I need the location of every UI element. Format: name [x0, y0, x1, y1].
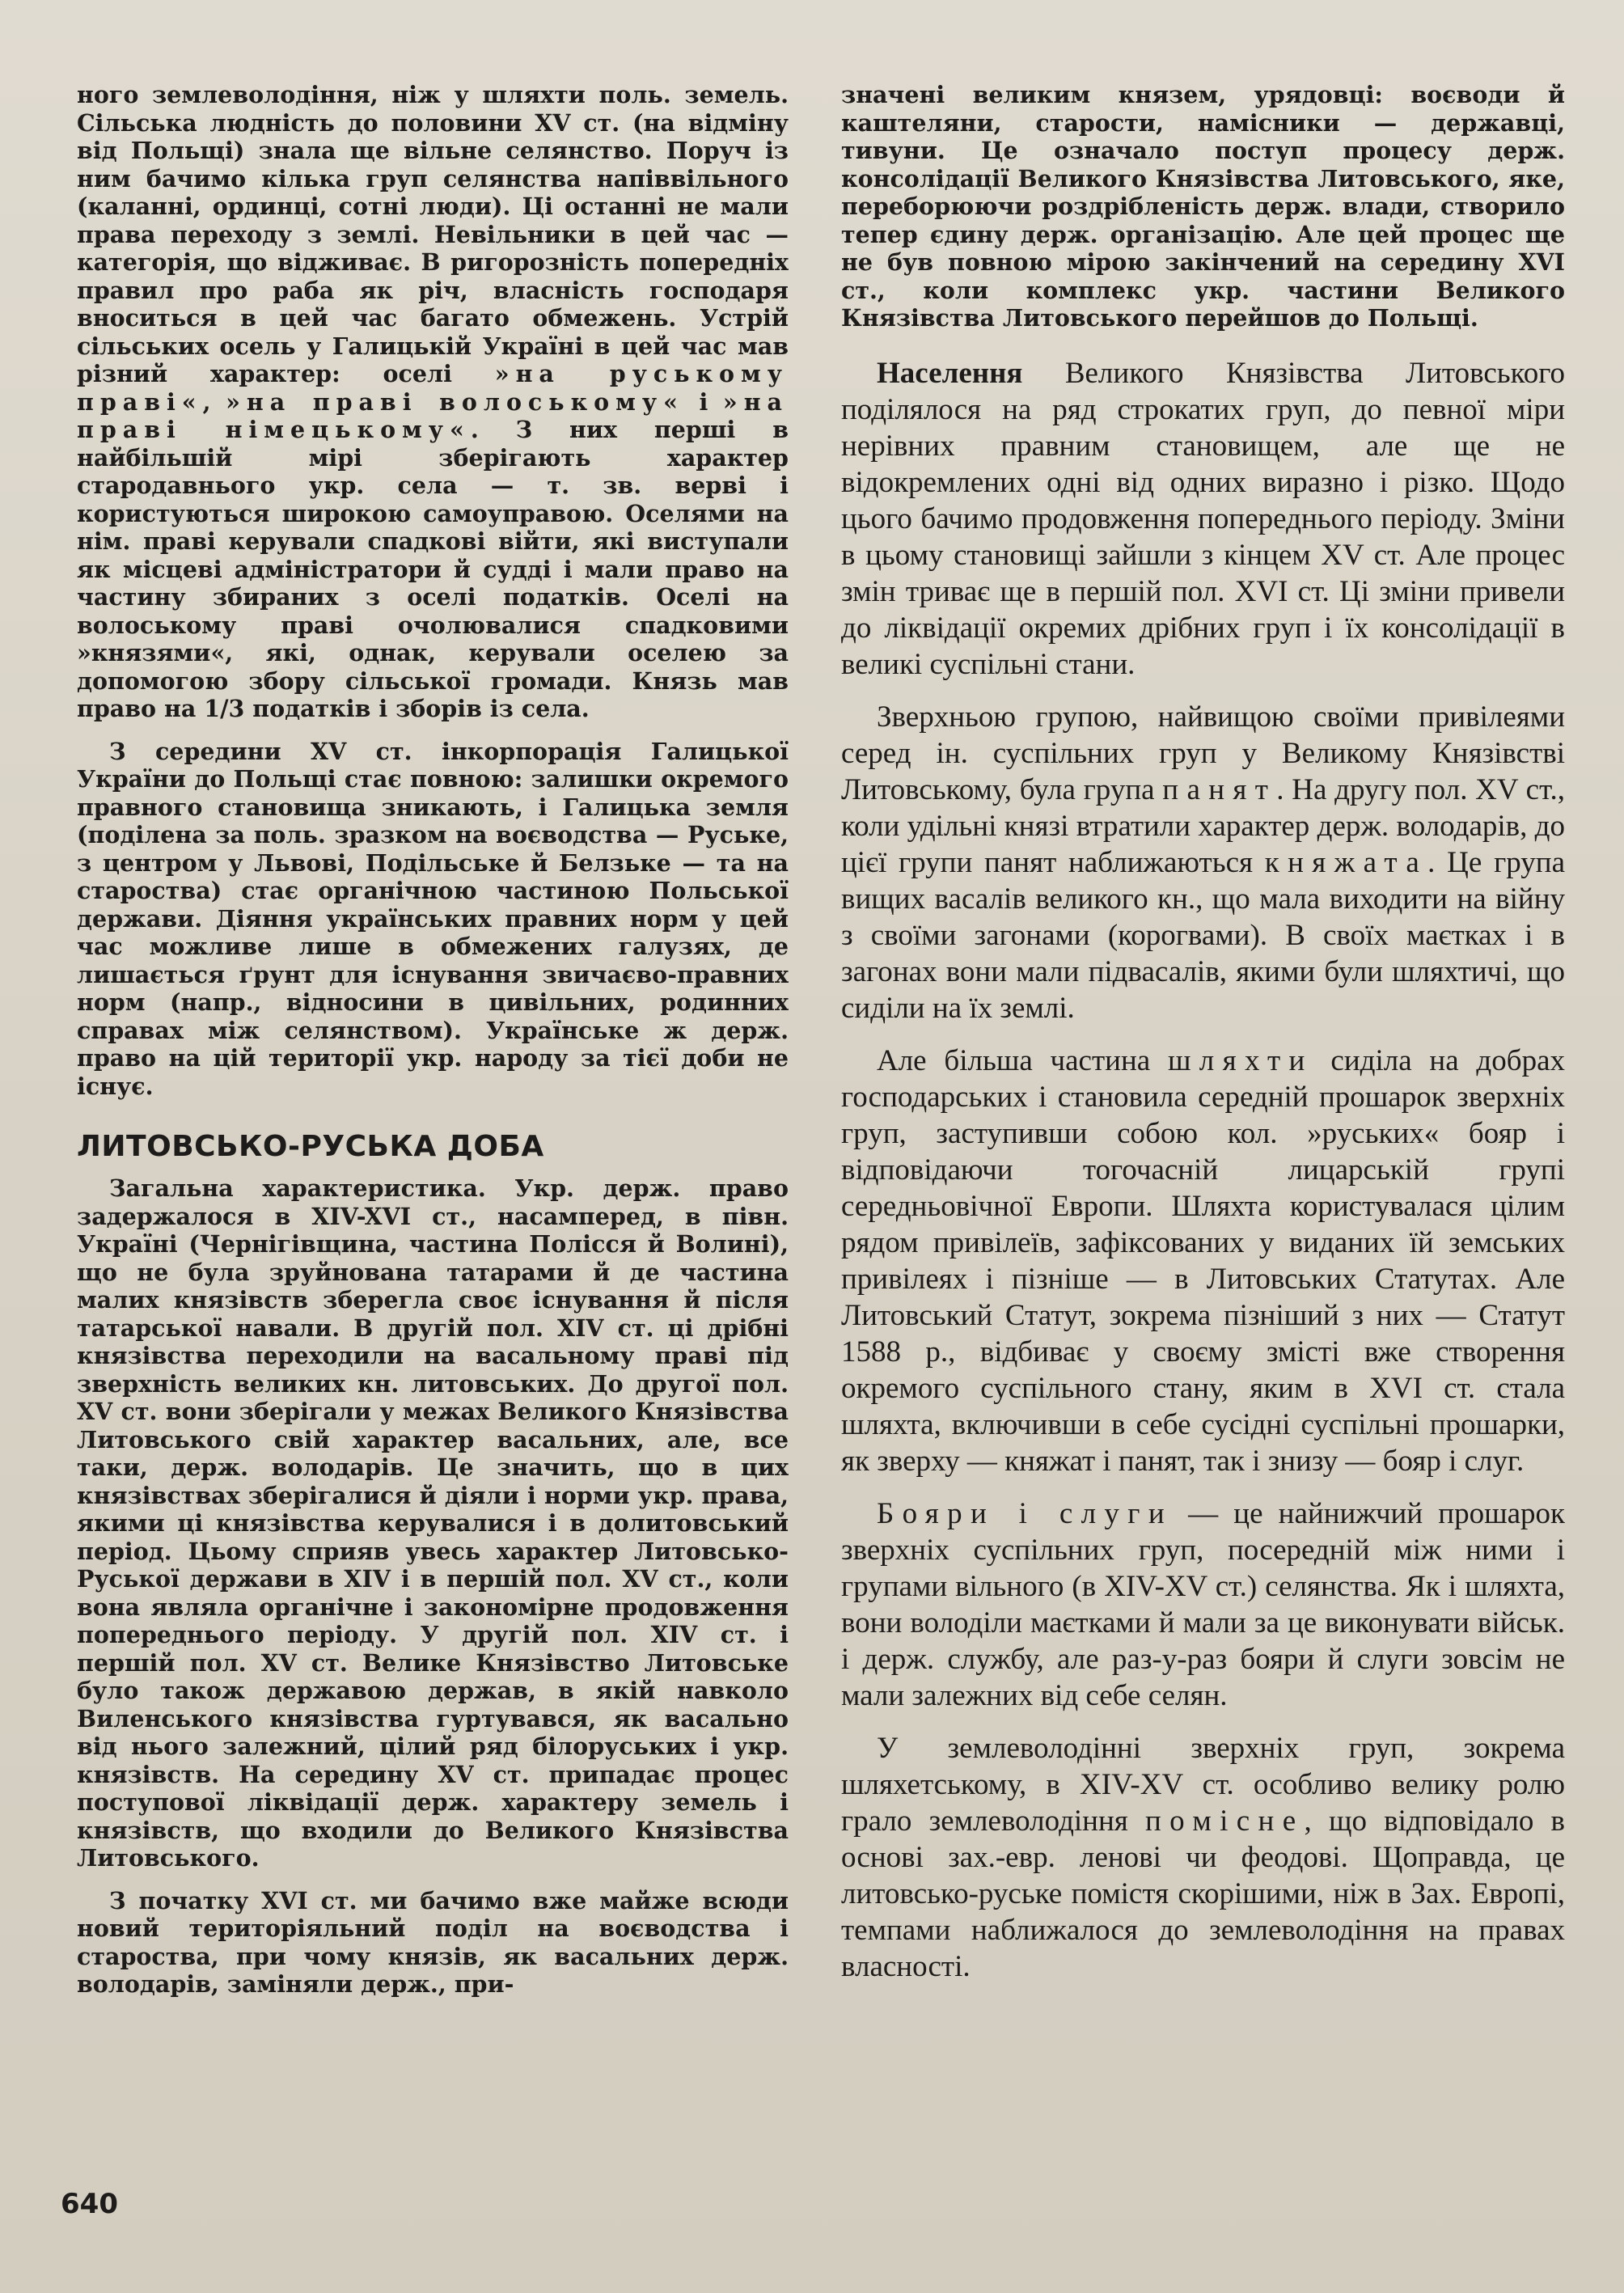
left-column	[77, 81, 789, 2200]
section-heading: ЛИТОВСЬКО-РУСЬКА ДОБА	[77, 1130, 544, 1163]
spaced-term: помісне	[1145, 1804, 1305, 1838]
paragraph: У землеволодінні зверхніх груп, зокрема шляхетському, в XIV-XV ст. особливо велику ролю грало землеволодіння помісне, що відповідало в основі зах.-евр. ленові чи феодові. Щоправда, це литовсько-руське помістя скорішими, ніж в Зах. Европі, темпами наближалося до землеволодіння на правах власності.	[841, 1731, 1565, 1983]
paragraph: Бояри і слуги — це найнижчий прошарок зверхніх суспільних груп, посередній між ними і групами вільного (в XIV-XV ст.) селянства. Як і шляхта, вони володіли маєтками й мали за це виконувати військ. і держ. службу, але раз-у-раз бояри й слуги зовсім не мали залежних від себе селян.	[841, 1496, 1565, 1712]
spaced-term: »на праві волоському«	[226, 387, 684, 416]
right-column	[841, 81, 1565, 2249]
page-number: 640	[61, 2188, 118, 2220]
paragraph: Загальна характеристика. Укр. держ. право задержалося в XIV-XVI ст., насамперед, в півн. Україні (Чернігівщина, частина Полісся й Волині), що не була зруйнована татарами й де частина малих князівств зберегла своє існування й після татарської навали. В другій пол. XIV ст. ці дрібні князівства переходили на васальному праві під зверхність великих кн. литовських. До другої пол. XV ст. вони зберігали у межах Великого Князівства Литовського свій характер васальних, але, все таки, держ. володарів. Це значить, що в цих князівствах зберігалися й діяли і норми укр. права, якими ці князівства керувалися і в долитовський період. Цьому сприяв увесь характер Литовсько-Руської держави в XIV і в першій пол. XV ст., коли вона являла органічне і закономірне продовження попереднього періоду. У другій пол. XIV ст. і першій пол. XV ст. Велике Князівство Литовське було також державою держав, в якій навколо Виленського князівства гуртувався, як васально від нього залежний, цілий ряд білоруських і укр. князівств. На середину XV ст. припадає процес поступової ліквідації держ. характеру земель і князівств, що входили до Великого Князівства Литовського.	[77, 1174, 789, 1872]
spaced-term: Бояри і слуги	[877, 1496, 1173, 1530]
spaced-term: шляхти	[1167, 1043, 1313, 1077]
paragraph: Населення Великого Князівства Литовського поділялося на ряд строкатих груп, до певної міри нерівних правним становищем, але ще не відокремлених одні від одних виразно і різко. Щодо цього бачимо продовження попереднього періоду. Зміни в цьому становищі зайшли з кінцем XV ст. Але процес змін триває ще в першій пол. XVI ст. Ці зміни привели до ліквідації окремих дрібних груп і їх консолідації в великі суспільні стани.	[841, 356, 1565, 681]
spaced-term: »на руському праві«	[77, 360, 789, 416]
paragraph: ного землеволодіння, ніж у шляхти поль. земель. Сільська людність до половини XV ст. (на відміну від Польщі) знала ще вільне селянство. Поруч із ним бачимо кілька груп селянства напіввільного (каланні, ординці, сотні люди). Ці останні не мали права переходу з землі. Невільники в цей час — категорія, що відживає. В ригорозність попередніх правил про раба як річ, власність господаря вноситься в цей час багато обмежень. Устрій сільських осель у Галицькій Україні в цей час мав різний характер: оселі »на руському праві«, »на праві волоському« і »на праві німецькому«. З них перші в найбільшій мірі зберігають характер стародавнього укр. села — т. зв. верві і користуються широкою самоуправою. Оселями на нім. праві керували спадкові війти, які виступали як місцеві адміністратори й судді і мали право на частину збираних з оселі податків. Оселі на волоському праві очолювалися спадковими »князями«, які, однак, керували оселею за допомогою збору сільської громади. Князь мав право на 1/3 податків і зборів із села.	[77, 81, 789, 722]
spaced-term: княжата	[1264, 845, 1428, 879]
paragraph: З початку XVI ст. ми бачимо вже майже всюди новий територіяльний поділ на воєводства і староства, при чому князів, як васальних держ. володарів, заміняли держ., при-	[77, 1886, 789, 1998]
lead-term: Населення	[877, 356, 1023, 390]
paragraph: Зверхньою групою, найвищою своїми привілеями серед ін. суспільних груп у Великому Князівстві Литовському, була група панят. На другу пол. XV ст., коли удільні князі втратили характер держ. володарів, до цієї групи панят наближаються княжата. Це група вищих васалів великого кн., що мала виходити на війну з своїми загонами (корогвами). В своїх маєтках і в загонах вони мали підвасалів, якими були шляхтичі, що сиділи на їх землі.	[841, 700, 1565, 1025]
spaced-term: »на праві німецькому«	[77, 387, 789, 443]
paragraph: значені великим князем, урядовці: воєводи й каштеляни, старости, намісники — державці, тивуни. Це означало поступ процесу держ. консолідації Великого Князівства Литовського, яке, переборюючи роздрібленість держ. влади, створило тепер єдину держ. організацію. Але цей процес ще не був повною мірою закінчений на середину XVI ст., коли комплекс укр. частини Великого Князівства Литовського перейшов до Польщі.	[841, 81, 1565, 332]
spaced-term: панят	[1162, 772, 1277, 806]
paragraph: Але більша частина шляхти сиділа на добрах господарських і становила середній прошарок зверхніх груп, заступивши собою кол. »руських« бояр і відповідаючи тогочасній лицарській групі середньовічної Европи. Шляхта користувалася цілим рядом привілеїв, зафіксованих у виданих їй земських привілеях і пізніше — в Литовських Статутах. Але Литовський Статут, зокрема пізніший з них — Статут 1588 р., відбиває у своєму змісті вже створення окремого суспільного стану, яким в XVI ст. стала шляхта, включивши в себе сусідні суспільні прошарки, як зверху — княжат і панят, так і знизу — бояр і слуг.	[841, 1043, 1565, 1478]
paragraph: З середини XV ст. інкорпорація Галицької України до Польщі стає повною: залишки окремого правного становища зникають, і Галицька земля (поділена за поль. зразком на воєводства — Руське, з центром у Львові, Подільське й Белзьке — та на староства) стає органічною частиною Польської держави. Діяння українських правних норм у цей час можливе лише в обмежених галузях, де лишається ґрунт для існування звичаєво-правних норм (напр., відносини в цивільних, родинних справах між селянством). Українське ж держ. право на цій території укр. народу за тієї доби не існує.	[77, 737, 789, 1100]
